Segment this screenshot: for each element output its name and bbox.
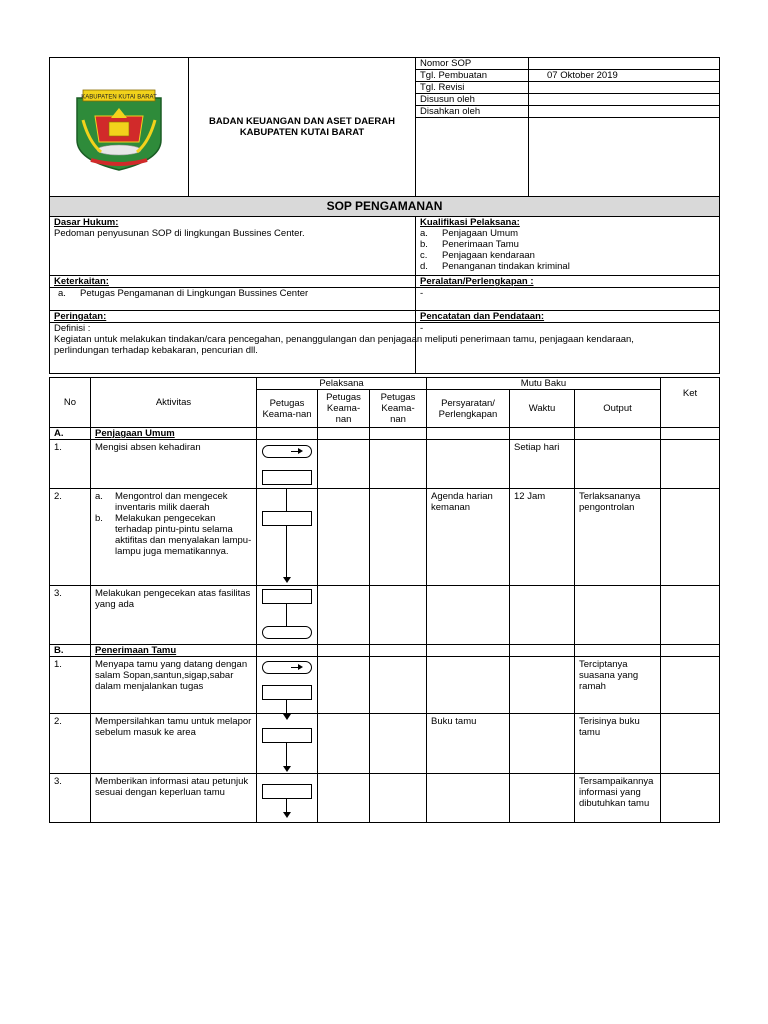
process-box bbox=[262, 511, 312, 526]
keterkaitan-heading: Keterkaitan: bbox=[54, 276, 109, 287]
pencatatan-text: - bbox=[420, 323, 424, 334]
peralatan-heading-cell bbox=[416, 276, 720, 288]
dasar-hukum-heading: Dasar Hukum: bbox=[54, 217, 119, 228]
col-petugas-3: Petugas Keama-nan bbox=[370, 390, 427, 428]
connector-arrow bbox=[283, 577, 291, 583]
keterkaitan-text: Petugas Pengamanan di Lingkungan Bussines Center bbox=[80, 288, 309, 299]
col-aktivitas-header: Aktivitas bbox=[91, 378, 257, 428]
section-row: A. Penjagaan Umum bbox=[50, 428, 720, 440]
list-item: c. Penjagaan kendaraan bbox=[420, 250, 535, 261]
organization-name: BADAN KEUANGAN DAN ASET DAERAH KABUPATEN KUTAI BARAT bbox=[189, 58, 416, 197]
table-row: 2. Mempersilahkan tamu untuk melapor sebelum masuk ke area Buku tamu Terisinya buku tamu bbox=[50, 714, 720, 774]
meta-value bbox=[529, 106, 720, 118]
list-item: d. Penanganan tindakan kriminal bbox=[420, 261, 570, 272]
table-row: 1. Menyapa tamu yang datang dengan salam Sopan,santun,sigap,sabar dalam menjalankan tugas Terciptanya suasana yang ramah bbox=[50, 657, 720, 714]
pencatatan-heading: Pencatatan dan Pendataan: bbox=[420, 311, 545, 322]
col-petugas-2: Petugas Keama-nan bbox=[318, 390, 370, 428]
meta-label: Nomor SOP bbox=[416, 58, 529, 70]
start-terminator-shape bbox=[262, 445, 312, 458]
meta-label: Disusun oleh bbox=[416, 94, 529, 106]
peralatan-text: - bbox=[420, 288, 424, 299]
logo-cell bbox=[50, 58, 189, 197]
col-petugas-1: Petugas Keama-nan bbox=[257, 390, 318, 428]
connector-arrow bbox=[283, 714, 291, 720]
section-row: B. Penerimaan Tamu bbox=[50, 645, 720, 657]
peringatan-heading-cell bbox=[50, 311, 416, 323]
definisi-label: Definisi : bbox=[54, 323, 91, 334]
process-box bbox=[262, 685, 312, 700]
info-table bbox=[49, 217, 720, 374]
dasar-hukum-cell bbox=[50, 217, 416, 276]
connector-arrow bbox=[283, 766, 291, 772]
meta-label: Tgl. Pembuatan bbox=[416, 70, 529, 82]
col-persyaratan-header: Persyaratan/ Perlengkapan bbox=[427, 390, 510, 428]
meta-value bbox=[529, 82, 720, 94]
col-no-header: No bbox=[50, 378, 91, 428]
meta-label: Disahkan oleh bbox=[416, 106, 529, 118]
definisi-text: Kegiatan untuk melakukan tindakan/cara pencegahan, penanggulangan dan penjagaan meliputi penerimaan tamu, penjagaan kendaraan, perlindungan terhadap kebakaran, pencurian dll. bbox=[54, 334, 634, 356]
peringatan-heading: Peringatan: bbox=[54, 311, 107, 322]
connector-arrow bbox=[291, 451, 301, 452]
signature-space bbox=[529, 118, 720, 197]
signature-space bbox=[416, 118, 529, 197]
col-waktu-header: Waktu bbox=[510, 390, 575, 428]
col-output-header: Output bbox=[575, 390, 661, 428]
connector-arrow bbox=[291, 667, 301, 668]
process-box bbox=[262, 589, 312, 604]
svg-text:KABUPATEN KUTAI BARAT: KABUPATEN KUTAI BARAT bbox=[81, 94, 157, 100]
meta-value bbox=[529, 94, 720, 106]
kualifikasi-heading: Kualifikasi Pelaksana: bbox=[420, 217, 520, 228]
connector-arrow bbox=[283, 812, 291, 818]
col-ket-header: Ket bbox=[661, 378, 720, 428]
peralatan-cell bbox=[416, 288, 720, 311]
table-row: 1. Mengisi absen kehadiran Setiap hari bbox=[50, 440, 720, 489]
table-row: 2. a. Mengontrol dan mengecek inventaris milik daerah b. Melakukan pengecekan terhadap pintu-pintu selama aktifitas dan menyalakan lampu-lampu juga mematikannya. Agenda harian kemanan 12 Jam Terlaksananya pengontrolan bbox=[50, 489, 720, 586]
header-table bbox=[49, 57, 720, 217]
activity-table bbox=[49, 377, 720, 823]
table-row: 3. Memberikan informasi atau petunjuk sesuai dengan keperluan tamu Tersampaikannya informasi yang dibutuhkan tamu bbox=[50, 774, 720, 823]
meta-label: Tgl. Revisi bbox=[416, 82, 529, 94]
table-row: 3. Melakukan pengecekan atas fasilitas yang ada bbox=[50, 586, 720, 645]
sop-document bbox=[49, 57, 719, 823]
pencatatan-heading-cell bbox=[416, 311, 720, 323]
dasar-hukum-text: Pedoman penyusunan SOP di lingkungan Bussines Center. bbox=[54, 228, 305, 239]
process-box bbox=[262, 728, 312, 743]
col-mutu-header: Mutu Baku bbox=[427, 378, 661, 390]
kualifikasi-cell bbox=[416, 217, 720, 276]
start-terminator-shape bbox=[262, 661, 312, 674]
end-terminator-shape bbox=[262, 626, 312, 639]
process-box bbox=[262, 470, 312, 485]
meta-value: 07 Oktober 2019 bbox=[529, 70, 720, 82]
peringatan-cell bbox=[50, 323, 634, 374]
col-pelaksana-header: Pelaksana bbox=[257, 378, 427, 390]
list-item: b. Penerimaan Tamu bbox=[420, 239, 519, 250]
keterkaitan-heading-cell bbox=[50, 276, 416, 288]
peralatan-heading: Peralatan/Perlengkapan : bbox=[420, 276, 534, 287]
list-item: a. Penjagaan Umum bbox=[420, 228, 519, 239]
process-box bbox=[262, 784, 312, 799]
document-title: SOP PENGAMANAN bbox=[50, 197, 720, 217]
kutai-barat-emblem bbox=[69, 80, 169, 172]
keterkaitan-cell: a. Petugas Pengamanan di Lingkungan Bussines Center bbox=[50, 288, 416, 311]
meta-value bbox=[529, 58, 720, 70]
